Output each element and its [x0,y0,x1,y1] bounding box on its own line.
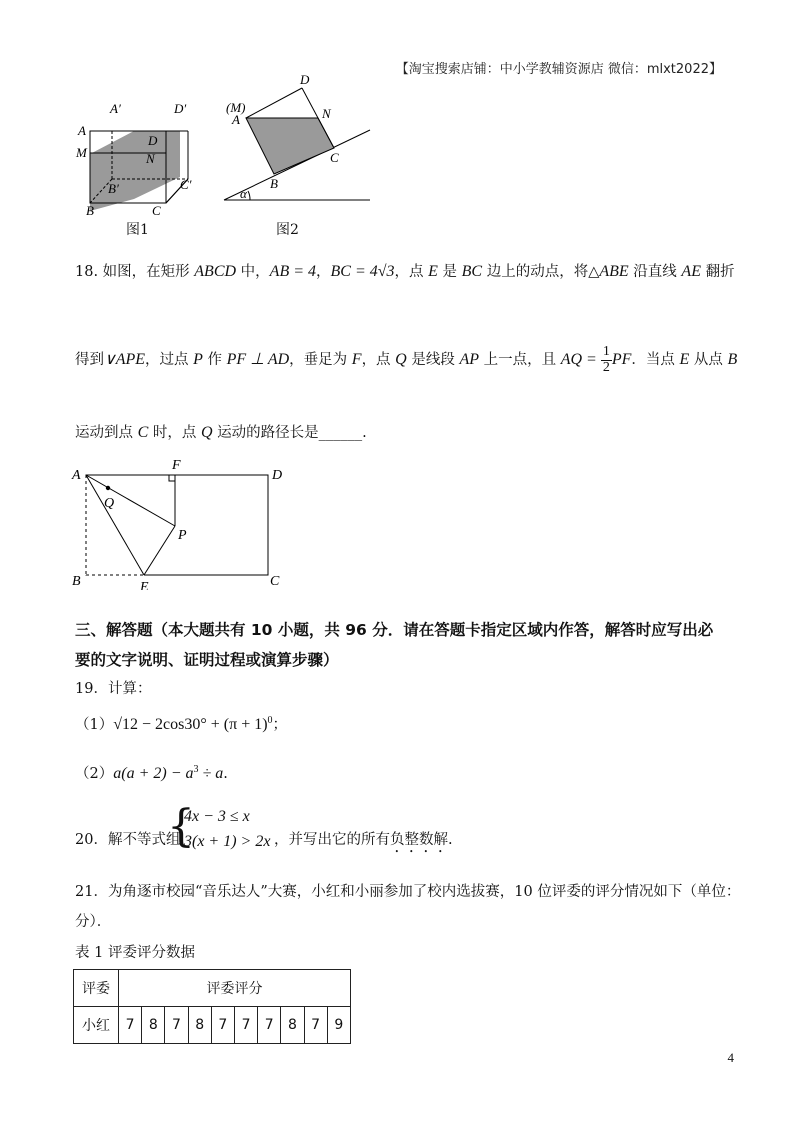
q20-emphasis: 负整数解 [390,832,448,848]
label-A: A [78,123,86,138]
figure-3-rectangle [68,455,288,590]
label-D-prime: D′ [174,101,187,116]
label-M: M [76,145,87,160]
label-B: B [72,574,81,589]
q19-part-1: $(1)√12 - 2\cos 30^\circ + (\pi + 1)^0$； [75,715,288,733]
table-cell: 8 [281,1007,304,1044]
shaded-region [246,118,334,174]
table-cell: 7 [165,1007,188,1044]
table-cell: 7 [234,1007,257,1044]
label-B: B [86,203,94,218]
label-Q: Q [104,496,115,511]
table-cell: 8 [188,1007,211,1044]
table-row [74,1007,351,1044]
q20-prefix: 20．解不等式组 [75,832,181,848]
q20-suffix: ，并写出它的所有负整数解. [274,832,453,848]
page-header: 【淘宝搜索店铺：中小学教辅资源店 微信：mlxt2022】 [395,62,722,77]
label-N: N [146,151,155,166]
section-3-heading-line-1: 三、解答题（本大题共有 10 小题，共 96 分．请在答题卡指定区域内作答，解答时应写出必 [75,621,714,639]
q21-table-caption: 表 1 评委评分数据 [75,945,195,961]
label-M-paren: (M) [226,100,246,115]
table-cell: 7 [258,1007,281,1044]
q19-title: 19．计算： [75,681,152,697]
label-P: P [178,528,187,543]
section-3-heading-line-2: 要的文字说明、证明过程或演算步骤） [75,651,339,669]
score-table [73,969,351,1044]
label-N: N [322,106,331,121]
table-header-row [74,970,351,1007]
label-C: C [330,150,339,165]
table-header-cell: 评委评分 [119,970,351,1007]
q19-part-2: $(2)a(a + 2) - a^3 \div a$. [75,764,228,782]
page-number: 4 [727,1050,734,1065]
q20-inequality-1: 4x − 3 ≤ x [184,808,250,825]
figure-1-caption: 图1 [126,222,149,238]
q20-inequality-2: 3(x + 1) > 2x [184,833,271,850]
label-D: D [148,133,158,148]
label-C-prime: C′ [180,177,192,192]
q21-line-2: 分）． [75,914,112,930]
q18-line-1: 18. 如图，在矩形 ABCD 中，AB = 4，BC = 4√3，点 E 是 BC 边上的动点，将△ABE 沿直线 AE 翻折 [75,263,735,280]
label-A-prime: A′ [110,101,121,116]
table-cell: 8 [142,1007,165,1044]
label-C: C [152,203,161,218]
q18-line-3: 运动到点 C 时，点 Q 运动的路径长是______. [75,424,367,441]
label-D: D [272,468,283,483]
label-F: F [172,458,181,473]
label-C: C [270,574,280,589]
table-cell: 9 [327,1007,350,1044]
label-E: E [140,580,149,590]
label-B-prime: B′ [108,181,119,196]
q20-brace: { [167,801,195,852]
table-cell: 7 [211,1007,234,1044]
q21-line-1: 21．为角逐市校园“音乐达人”大赛，小红和小丽参加了校内选拔赛，10 位评委的评分情况如下（单位： [75,884,741,900]
table-header-cell: 评委 [74,970,119,1007]
figure-2-incline [222,72,372,212]
figure-2-caption: 图2 [276,222,299,238]
table-row-label: 小红 [74,1007,119,1044]
label-D: D [300,72,310,87]
label-alpha: α [240,186,247,201]
label-A: A [232,112,240,127]
table-cell: 7 [304,1007,327,1044]
label-B: B [270,176,278,191]
label-A: A [72,468,81,483]
q18-line-2: 得到∨APE，过点 P 作 PF ⊥ AD，垂足为 F，点 Q 是线段 AP 上一点，且 AQ = $\frac{1}{2}$ PF．当点 E 从点 B [75,344,738,375]
table-cell: 7 [119,1007,142,1044]
